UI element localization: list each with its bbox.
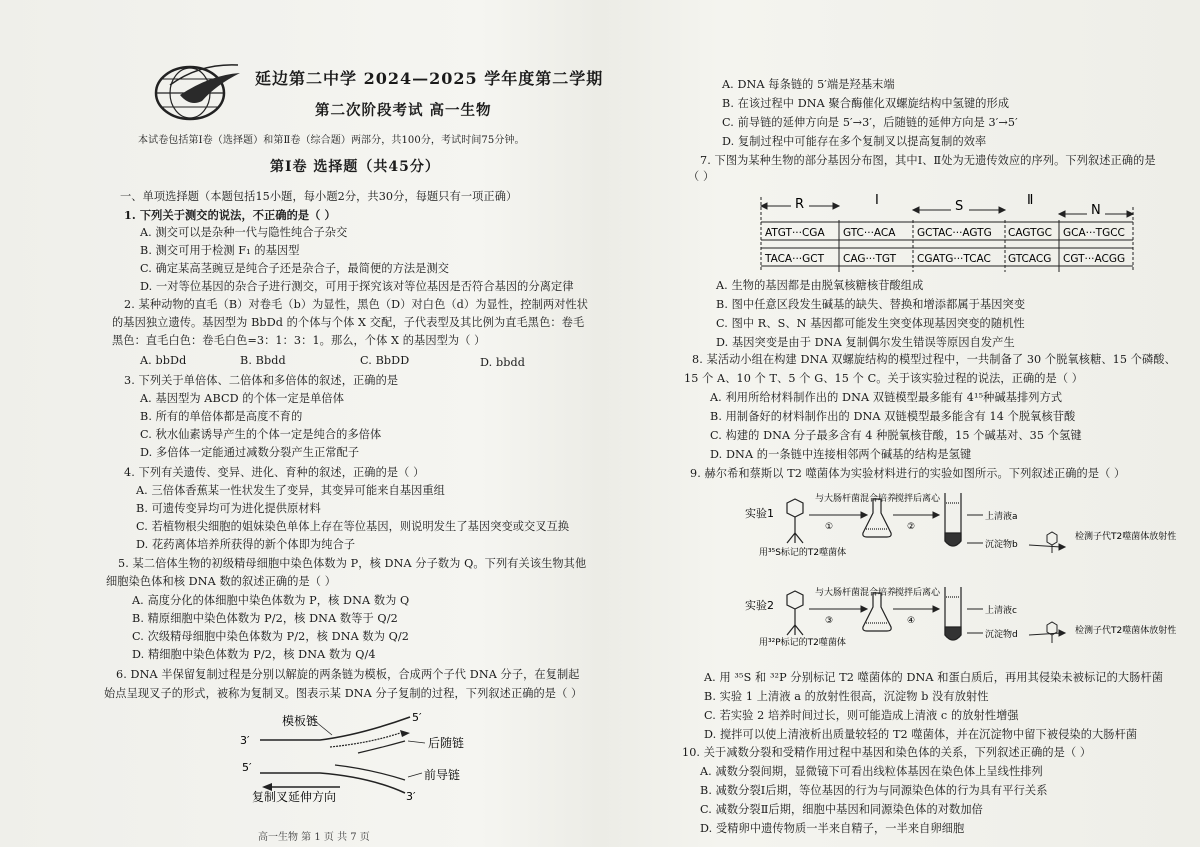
option: A. bbDd [140, 354, 187, 367]
experiment-2-label: 实验2 [745, 599, 774, 612]
replication-fork-diagram [240, 705, 510, 805]
detect-label: 检测子代T2噬菌体放射性 [1075, 626, 1177, 636]
question-3: 3. 下列关于单倍体、二倍体和多倍体的叙述，正确的是 [124, 374, 399, 387]
phage-experiment-diagram [745, 485, 1177, 665]
option: C. 若植物根尖细胞的姐妹染色单体上存在等位基因，则说明发生了基因突变或交叉互换 [136, 520, 570, 533]
school-logo [150, 55, 242, 125]
option: C. 前导链的延伸方向是 5′→3′，后随链的延伸方向是 3′→5′ [722, 116, 1018, 129]
option: A. 用 ³⁵S 和 ³²P 分别标记 T2 噬菌体的 DNA 和蛋白质后，再用其侵染未被标记的大肠杆菌 [704, 671, 1164, 684]
question-text: 始点呈现叉子的形式，被称为复制叉。图表示某 DNA 分子复制的过程，下列叙述正确的是（ ） [104, 687, 583, 700]
option: D. 搅拌可以使上清液析出质量较轻的 T2 噬菌体，并在沉淀物中留下被侵染的大肠杆菌 [704, 728, 1138, 741]
question-text: 15 个 A、10 个 T、5 个 G、15 个 C。关于该实验过程的说法，正确的是（ ） [684, 372, 1084, 385]
option: B. 实验 1 上清液 a 的放射性很高，沉淀物 b 没有放射性 [704, 690, 989, 703]
option: C. 构建的 DNA 分子最多含有 4 种脱氧核苷酸，15 个碱基对、35 个氢键 [710, 429, 1082, 442]
gene-label-n: N [1091, 203, 1101, 218]
gene-label-r: R [795, 197, 805, 212]
sequence-cell: GCA···TGCC [1063, 227, 1125, 239]
option: C. 减数分裂Ⅱ后期，细胞中基因和同源染色体的对数加倍 [700, 803, 983, 816]
page-footer: 高一生物 第 1 页 共 7 页 [258, 832, 370, 843]
option: B. 精原细胞中染色体数为 P/2，核 DNA 数等于 Q/2 [132, 612, 398, 625]
option: B. 减数分裂Ⅰ后期，等位基因的行为与同源染色体的行为具有平行关系 [700, 784, 1048, 797]
question-text: （ ） [688, 170, 715, 183]
sediment-d-label: 沉淀物d [985, 630, 1018, 640]
exam-note: 本试卷包括第Ⅰ卷（选择题）和第Ⅱ卷（综合题）两部分，共100分，考试时间75分钟。 [138, 135, 525, 146]
section-instruction: 一、单项选择题（本题包括15小题，每小题2分，共30分，每题只有一项正确） [120, 190, 518, 203]
sequence-cell: GCTAC···AGTG [917, 227, 992, 239]
question-text: 细胞染色体和核 DNA 数的叙述正确的是（ ） [106, 575, 336, 588]
option: C. 图中 R、S、N 基因都可能发生突变体现基因突变的随机性 [716, 317, 1025, 330]
lagging-strand-label: 后随链 [428, 736, 465, 750]
centrifuge-tube-icon [945, 493, 961, 546]
phage-icon [787, 499, 803, 543]
option: B. 可遗传变异均可为进化提供原材料 [136, 502, 321, 515]
option: A. 基因型为 ABCD 的个体一定是单倍体 [140, 392, 344, 405]
detect-label: 检测子代T2噬菌体放射性 [1075, 532, 1177, 542]
question-7: 7. 下图为某种生物的部分基因分布图，其中Ⅰ、Ⅱ处为无遗传效应的序列。下列叙述正确的是 [700, 154, 1156, 167]
prime-label: 5′ [242, 761, 252, 774]
option: D. 基因突变是由于 DNA 复制偶尔发生错误等原因自发产生 [716, 336, 1015, 349]
option: C. 确定某高茎豌豆是纯合子还是杂合子，最简便的方法是测交 [140, 262, 450, 275]
mix-label: 与大肠杆菌混合培养 [815, 588, 897, 598]
option: A. 利用所给材料制作出的 DNA 双链模型最多能有 4¹⁵种碱基排列方式 [710, 391, 1063, 404]
option: B. 图中任意区段发生碱基的缺失、替换和增添都属于基因突变 [716, 298, 1026, 311]
sequence-cell: GTC···ACA [843, 227, 896, 239]
supernatant-a-label: 上清液a [985, 512, 1018, 522]
option: B. 用制备好的材料制作出的 DNA 双链模型最多能含有 14 个脱氧核苷酸 [710, 410, 1076, 423]
step-marker: ② [907, 522, 916, 532]
flask-icon [863, 499, 891, 537]
region-label-ii: Ⅱ [1027, 193, 1034, 208]
option: D. 复制过程中可能存在多个复制叉以提高复制的效率 [722, 135, 987, 148]
question-5: 5. 某二倍体生物的初级精母细胞中染色体数为 P，核 DNA 分子数为 Q。下列有关该生物其他 [118, 557, 587, 570]
question-9: 9. 赫尔希和蔡斯以 T2 噬菌体为实验材料进行的实验如图所示。下列叙述正确的是（ ） [690, 467, 1126, 480]
option: C. 若实验 2 培养时间过长，则可能造成上清液 c 的放射性增强 [704, 709, 1019, 722]
gene-map-diagram [755, 192, 1140, 276]
phage-icon [1047, 622, 1057, 643]
leading-strand-label: 前导链 [424, 768, 461, 782]
option: D. DNA 的一条链中连接相邻两个碱基的结构是氢键 [710, 448, 972, 461]
phage-icon [787, 591, 803, 635]
step-marker: ④ [907, 616, 916, 626]
prime-label: 3′ [240, 734, 250, 747]
option: C. 秋水仙素诱导产生的个体一定是纯合的多倍体 [140, 428, 382, 441]
sequence-cell: CAG···TGT [843, 253, 897, 265]
gene-label-s: S [955, 199, 964, 214]
sequence-cell: CAGTGC [1008, 227, 1052, 239]
section-title: 第Ⅰ卷 选择题（共45分） [270, 159, 440, 175]
sequence-cell: CGT···ACGG [1063, 253, 1126, 265]
option: A. 三倍体香蕉某一性状发生了变异，其变异可能来自基因重组 [136, 484, 445, 497]
option: C. 次级精母细胞中染色体数为 P/2，核 DNA 数为 Q/2 [132, 630, 410, 643]
prime-label: 5′ [412, 711, 422, 724]
template-strand-label: 模板链 [282, 714, 319, 728]
option: D. bbdd [480, 356, 526, 369]
option: D. 受精卵中遗传物质一半来自精子，一半来自卵细胞 [700, 822, 965, 835]
mix-label: 与大肠杆菌混合培养 [815, 494, 897, 504]
exam-title: 第二次阶段考试 高一生物 [315, 102, 492, 119]
option: B. 所有的单倍体都是高度不育的 [140, 410, 303, 423]
question-8: 8. 某活动小组在构建 DNA 双螺旋结构的模型过程中，一共制备了 30 个脱氧核糖、15 个磷酸、 [692, 353, 1176, 366]
option: A. DNA 每条链的 5′端是羟基末端 [722, 78, 895, 91]
stir-label: 搅拌后离心 [895, 494, 941, 504]
question-6: 6. DNA 半保留复制过程是分别以解旋的两条链为模板，合成两个子代 DNA 分子，在复制起 [116, 668, 580, 681]
sediment-b-label: 沉淀物b [985, 540, 1018, 550]
question-text: 的基因独立遗传。基因型为 BbDd 的个体与个体 X 交配，子代表型及其比例为直毛黑色：卷毛 [112, 316, 585, 329]
option: A. 高度分化的体细胞中染色体数为 P，核 DNA 数为 Q [132, 594, 410, 607]
question-text: 黑色：直毛白色：卷毛白色=3：1：3：1。那么，个体 X 的基因型为（ ） [112, 334, 486, 347]
option: A. 测交可以是杂种一代与隐性纯合子杂交 [140, 226, 348, 239]
experiment-1-label: 实验1 [745, 507, 774, 520]
supernatant-c-label: 上清液c [985, 606, 1017, 616]
phage-2-label: 用³²P标记的T2噬菌体 [759, 638, 846, 648]
sequence-cell: GTCACG [1008, 253, 1052, 265]
centrifuge-tube-icon [945, 587, 961, 640]
sequence-cell: TACA···GCT [765, 253, 825, 265]
option: A. 减数分裂间期，显微镜下可看出线粒体基因在染色体上呈线性排列 [700, 765, 1043, 778]
stir-label: 搅拌后离心 [895, 588, 941, 598]
step-marker: ③ [825, 616, 834, 626]
phage-icon [1047, 532, 1057, 553]
option: B. 测交可用于检测 F₁ 的基因型 [140, 244, 300, 257]
question-1: 1. 下列关于测交的说法，不正确的是（ ） [124, 208, 336, 222]
option: D. 一对等位基因的杂合子进行测交，可用于探究该对等位基因是否符合基因的分离定律 [140, 280, 574, 293]
option: B. Bbdd [240, 354, 286, 367]
fork-direction-label: 复制叉延伸方向 [252, 790, 337, 804]
sequence-cell: ATGT···CGA [765, 227, 825, 239]
step-marker: ① [825, 522, 834, 532]
phage-1-label: 用³⁵S标记的T2噬菌体 [759, 548, 847, 558]
question-2: 2. 某种动物的直毛（B）对卷毛（b）为显性，黑色（D）对白色（d）为显性，控制两对性状 [124, 298, 589, 311]
option: B. 在该过程中 DNA 聚合酶催化双螺旋结构中氢键的形成 [722, 97, 1010, 110]
prime-label: 3′ [406, 790, 416, 803]
option: D. 精细胞中染色体数为 P/2，核 DNA 数为 Q/4 [132, 648, 376, 661]
region-label-i: Ⅰ [875, 193, 879, 208]
school-title: 延边第二中学 2024—2025 学年度第二学期 [255, 69, 604, 88]
option: D. 多倍体一定能通过减数分裂产生正常配子 [140, 446, 360, 459]
option: C. BbDD [360, 354, 410, 367]
question-4: 4. 下列有关遗传、变异、进化、育种的叙述，正确的是（ ） [124, 466, 425, 479]
sequence-cell: CGATG···TCAC [917, 253, 991, 265]
option: D. 花药离体培养所获得的新个体即为纯合子 [136, 538, 356, 551]
option: A. 生物的基因都是由脱氧核糖核苷酸组成 [716, 279, 924, 292]
question-10: 10. 关于减数分裂和受精作用过程中基因和染色体的关系，下列叙述正确的是（ ） [682, 746, 1092, 759]
flask-icon [863, 593, 891, 631]
